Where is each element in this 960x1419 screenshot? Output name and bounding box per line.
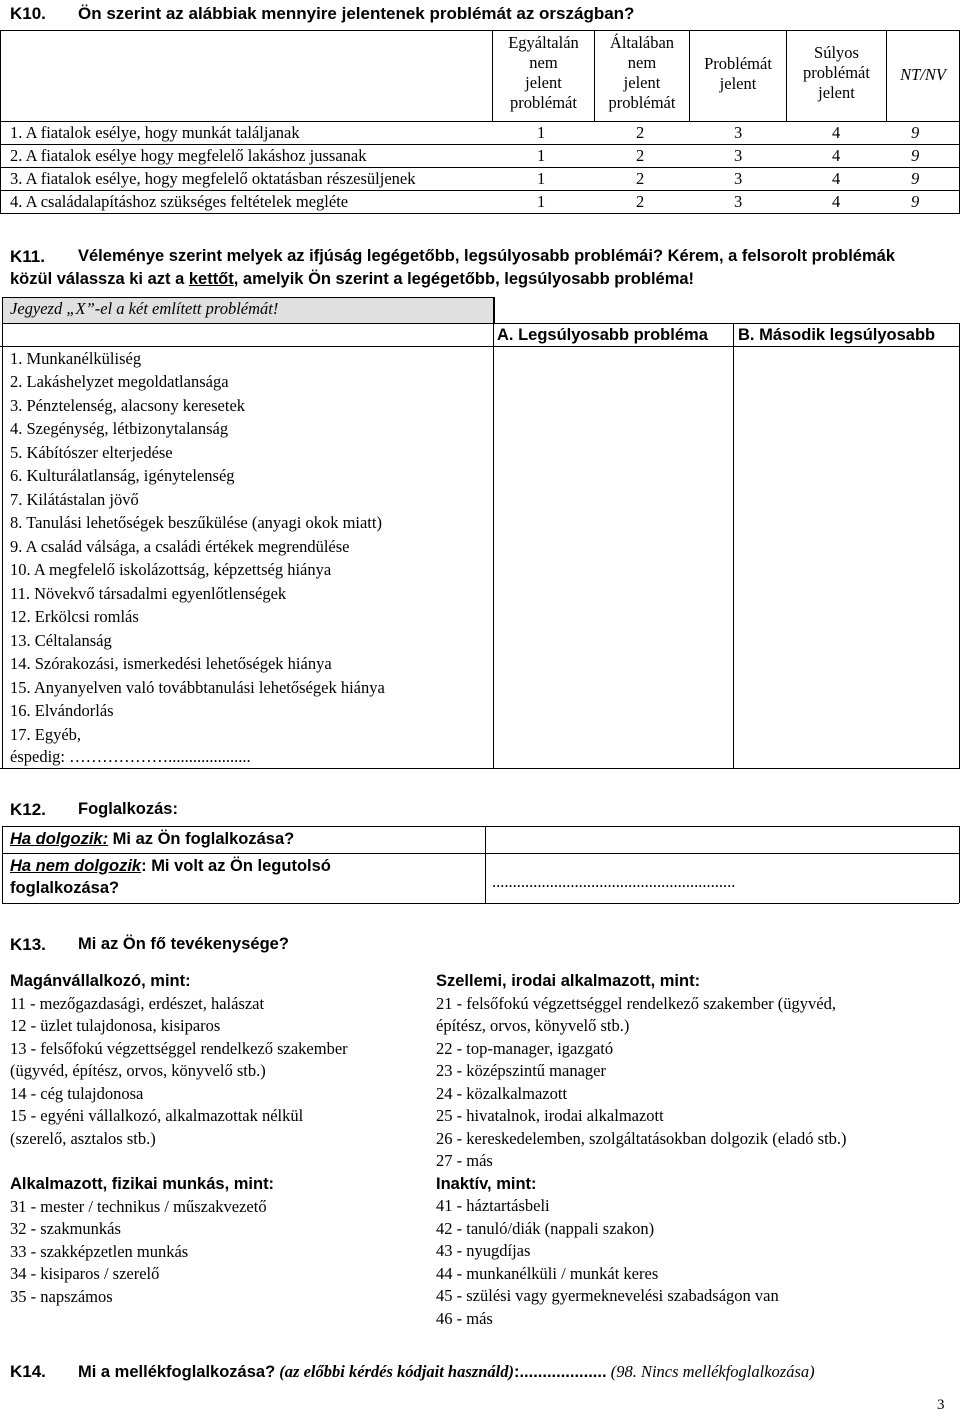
k10-header-2: Általában nem jelent problémát: [608, 33, 676, 112]
k11-col-a: A. Legsúlyosabb probléma: [497, 326, 708, 344]
k13-group-title: Inaktív, mint:: [436, 1174, 537, 1193]
code-item: 24 - közalkalmazott: [436, 1083, 568, 1103]
page-number: 3: [937, 1397, 945, 1413]
k10-header-1: Egyáltalán nem jelent problémát: [508, 33, 579, 112]
k10-row: 4. A családalapításhoz szükséges feltételek megléte 1 2 3 4 9: [10, 192, 920, 211]
list-item: 3. Pénztelenség, alacsony keresetek: [10, 396, 246, 415]
k12-number: K12.: [10, 800, 46, 819]
code-item: 45 - szülési vagy gyermeknevelési szabadságon van: [436, 1286, 779, 1305]
k10-row: 2. A fiatalok esélye hogy megfelelő lakáshoz jussanak 1 2 3 4 9: [10, 146, 920, 165]
k12-answer-field[interactable]: ...........................................................: [492, 872, 736, 891]
list-item-other: 17. Egyéb,: [10, 725, 82, 744]
code-item: 42 - tanuló/diák (nappali szakon): [436, 1218, 655, 1238]
list-item: 7. Kilátástalan jövő: [10, 490, 139, 509]
list-item: 13. Céltalanság: [10, 631, 112, 650]
k10-header-3: Problémát jelent: [704, 54, 772, 93]
k10-row: 1. A fiatalok esélye, hogy munkát találjanak 1 2 3 4 9: [10, 123, 920, 142]
k13-question: Mi az Ön fő tevékenysége?: [78, 935, 289, 953]
k10-header-5: NT/NV: [900, 65, 946, 84]
code-item: 22 - top-manager, igazgató: [436, 1038, 614, 1058]
code-item: 15 - egyéni vállalkozó, alkalmazottak nélkül: [10, 1106, 304, 1125]
k11-number: K11.: [10, 247, 45, 266]
list-item: 6. Kulturálatlanság, igénytelenség: [10, 466, 235, 485]
code-item: 13 - felsőfokú végzettséggel rendelkező szakember: [10, 1038, 348, 1058]
code-item: 34 - kisiparos / szerelő: [10, 1264, 160, 1283]
list-item: 8. Tanulási lehetőségek beszűkülése (anyagi okok miatt): [10, 513, 382, 532]
k12-title: Foglalkozás:: [78, 800, 178, 818]
code-item: 46 - más: [436, 1308, 493, 1328]
code-item: 27 - más: [436, 1151, 493, 1170]
code-item: 44 - munkanélküli / munkát keres: [436, 1263, 659, 1283]
code-item: (szerelő, asztalos stb.): [10, 1128, 156, 1148]
list-item: 11. Növekvő társadalmi egyenlőtlenségek: [10, 584, 287, 603]
k11-col-b: B. Második legsúlyosabb: [738, 326, 936, 344]
code-item: 23 - középszintű manager: [436, 1061, 606, 1080]
k14-number: K14.: [10, 1362, 46, 1381]
k13-group-title: Magánvállalkozó, mint:: [10, 972, 191, 990]
k13-group-title: Alkalmazott, fizikai munkás, mint:: [10, 1175, 275, 1193]
k10-row: 3. A fiatalok esélye, hogy megfelelő oktatásban részesüljenek 1 2 3 4 9: [10, 169, 920, 188]
list-item: 14. Szórakozási, ismerkedési lehetőségek hiánya: [10, 654, 332, 673]
code-item: 14 - cég tulajdonosa: [10, 1083, 144, 1103]
list-item: 12. Erkölcsi romlás: [10, 607, 139, 626]
k13-number: K13.: [10, 935, 46, 954]
code-item: (ügyvéd, építész, orvos, könyvelő stb.): [10, 1061, 266, 1080]
k10-header-4: Súlyos problémát jelent: [803, 43, 870, 102]
code-item: 12 - üzlet tulajdonosa, kisiparos: [10, 1016, 221, 1035]
k11-question-line1: Véleménye szerint melyek az ifjúság legégetőbb, legsúlyosabb problémái? Kérem, a felsorolt problémák: [78, 247, 896, 265]
code-item: 35 - napszámos: [10, 1286, 113, 1306]
k14-question: Mi a mellékfoglalkozása? (az előbbi kérdés kódjait használd):................... (98. Nincs mellékfoglalkozása): [78, 1362, 815, 1381]
code-item: 21 - felsőfokú végzettséggel rendelkező szakember (ügyvéd,: [436, 993, 836, 1013]
k12-q-not-working: Ha nem dolgozik: Mi volt az Ön legutolsó: [10, 857, 331, 875]
k10-number: K10.: [10, 4, 46, 23]
code-item: 33 - szakképzetlen munkás: [10, 1241, 189, 1261]
k13-left-column: [10, 970, 348, 1308]
code-item: 41 - háztartásbeli: [436, 1196, 550, 1215]
k11-instruction: Jegyezd „X”-el a két említett problémát!: [10, 299, 279, 318]
code-item: 25 - hivatalnok, irodai alkalmazott: [436, 1106, 664, 1125]
k12-q-working: Ha dolgozik: Mi az Ön foglalkozása?: [10, 830, 295, 848]
k13-right-column: [436, 970, 847, 1330]
k10-question: Ön szerint az alábbiak mennyire jelentenek problémát az országban?: [78, 4, 635, 23]
list-item: 1. Munkanélküliség: [10, 349, 142, 368]
list-item: 5. Kábítószer elterjedése: [10, 443, 173, 462]
list-item-other-specify: éspedig: ………………....................: [10, 747, 251, 766]
code-item: 32 - szakmunkás: [10, 1219, 121, 1238]
code-item: építész, orvos, könyvelő stb.): [436, 1016, 630, 1035]
list-item: 10. A megfelelő iskolázottság, képzettség hiánya: [10, 560, 332, 579]
code-item: 26 - kereskedelemben, szolgáltatásokban dolgozik (eladó stb.): [436, 1128, 847, 1148]
list-item: 2. Lakáshelyzet megoldatlansága: [10, 372, 229, 391]
k11-question-line2: közül válassza ki azt a kettőt, amelyik Ön szerint a legégetőbb, legsúlyosabb probléma!: [10, 270, 695, 288]
code-item: 31 - mester / technikus / műszakvezető: [10, 1196, 267, 1216]
k12-q-not-working-line2: foglalkozása?: [10, 879, 120, 897]
list-item: 4. Szegénység, létbizonytalanság: [10, 419, 229, 438]
list-item: 9. A család válsága, a családi értékek megrendülése: [10, 537, 350, 556]
list-item: 16. Elvándorlás: [10, 701, 114, 720]
code-item: 43 - nyugdíjas: [436, 1241, 531, 1260]
k13-group-title: Szellemi, irodai alkalmazott, mint:: [436, 972, 701, 990]
code-item: 11 - mezőgazdasági, erdészet, halászat: [10, 993, 265, 1013]
list-item: 15. Anyanyelven való továbbtanulási lehetőségek hiánya: [10, 678, 385, 697]
